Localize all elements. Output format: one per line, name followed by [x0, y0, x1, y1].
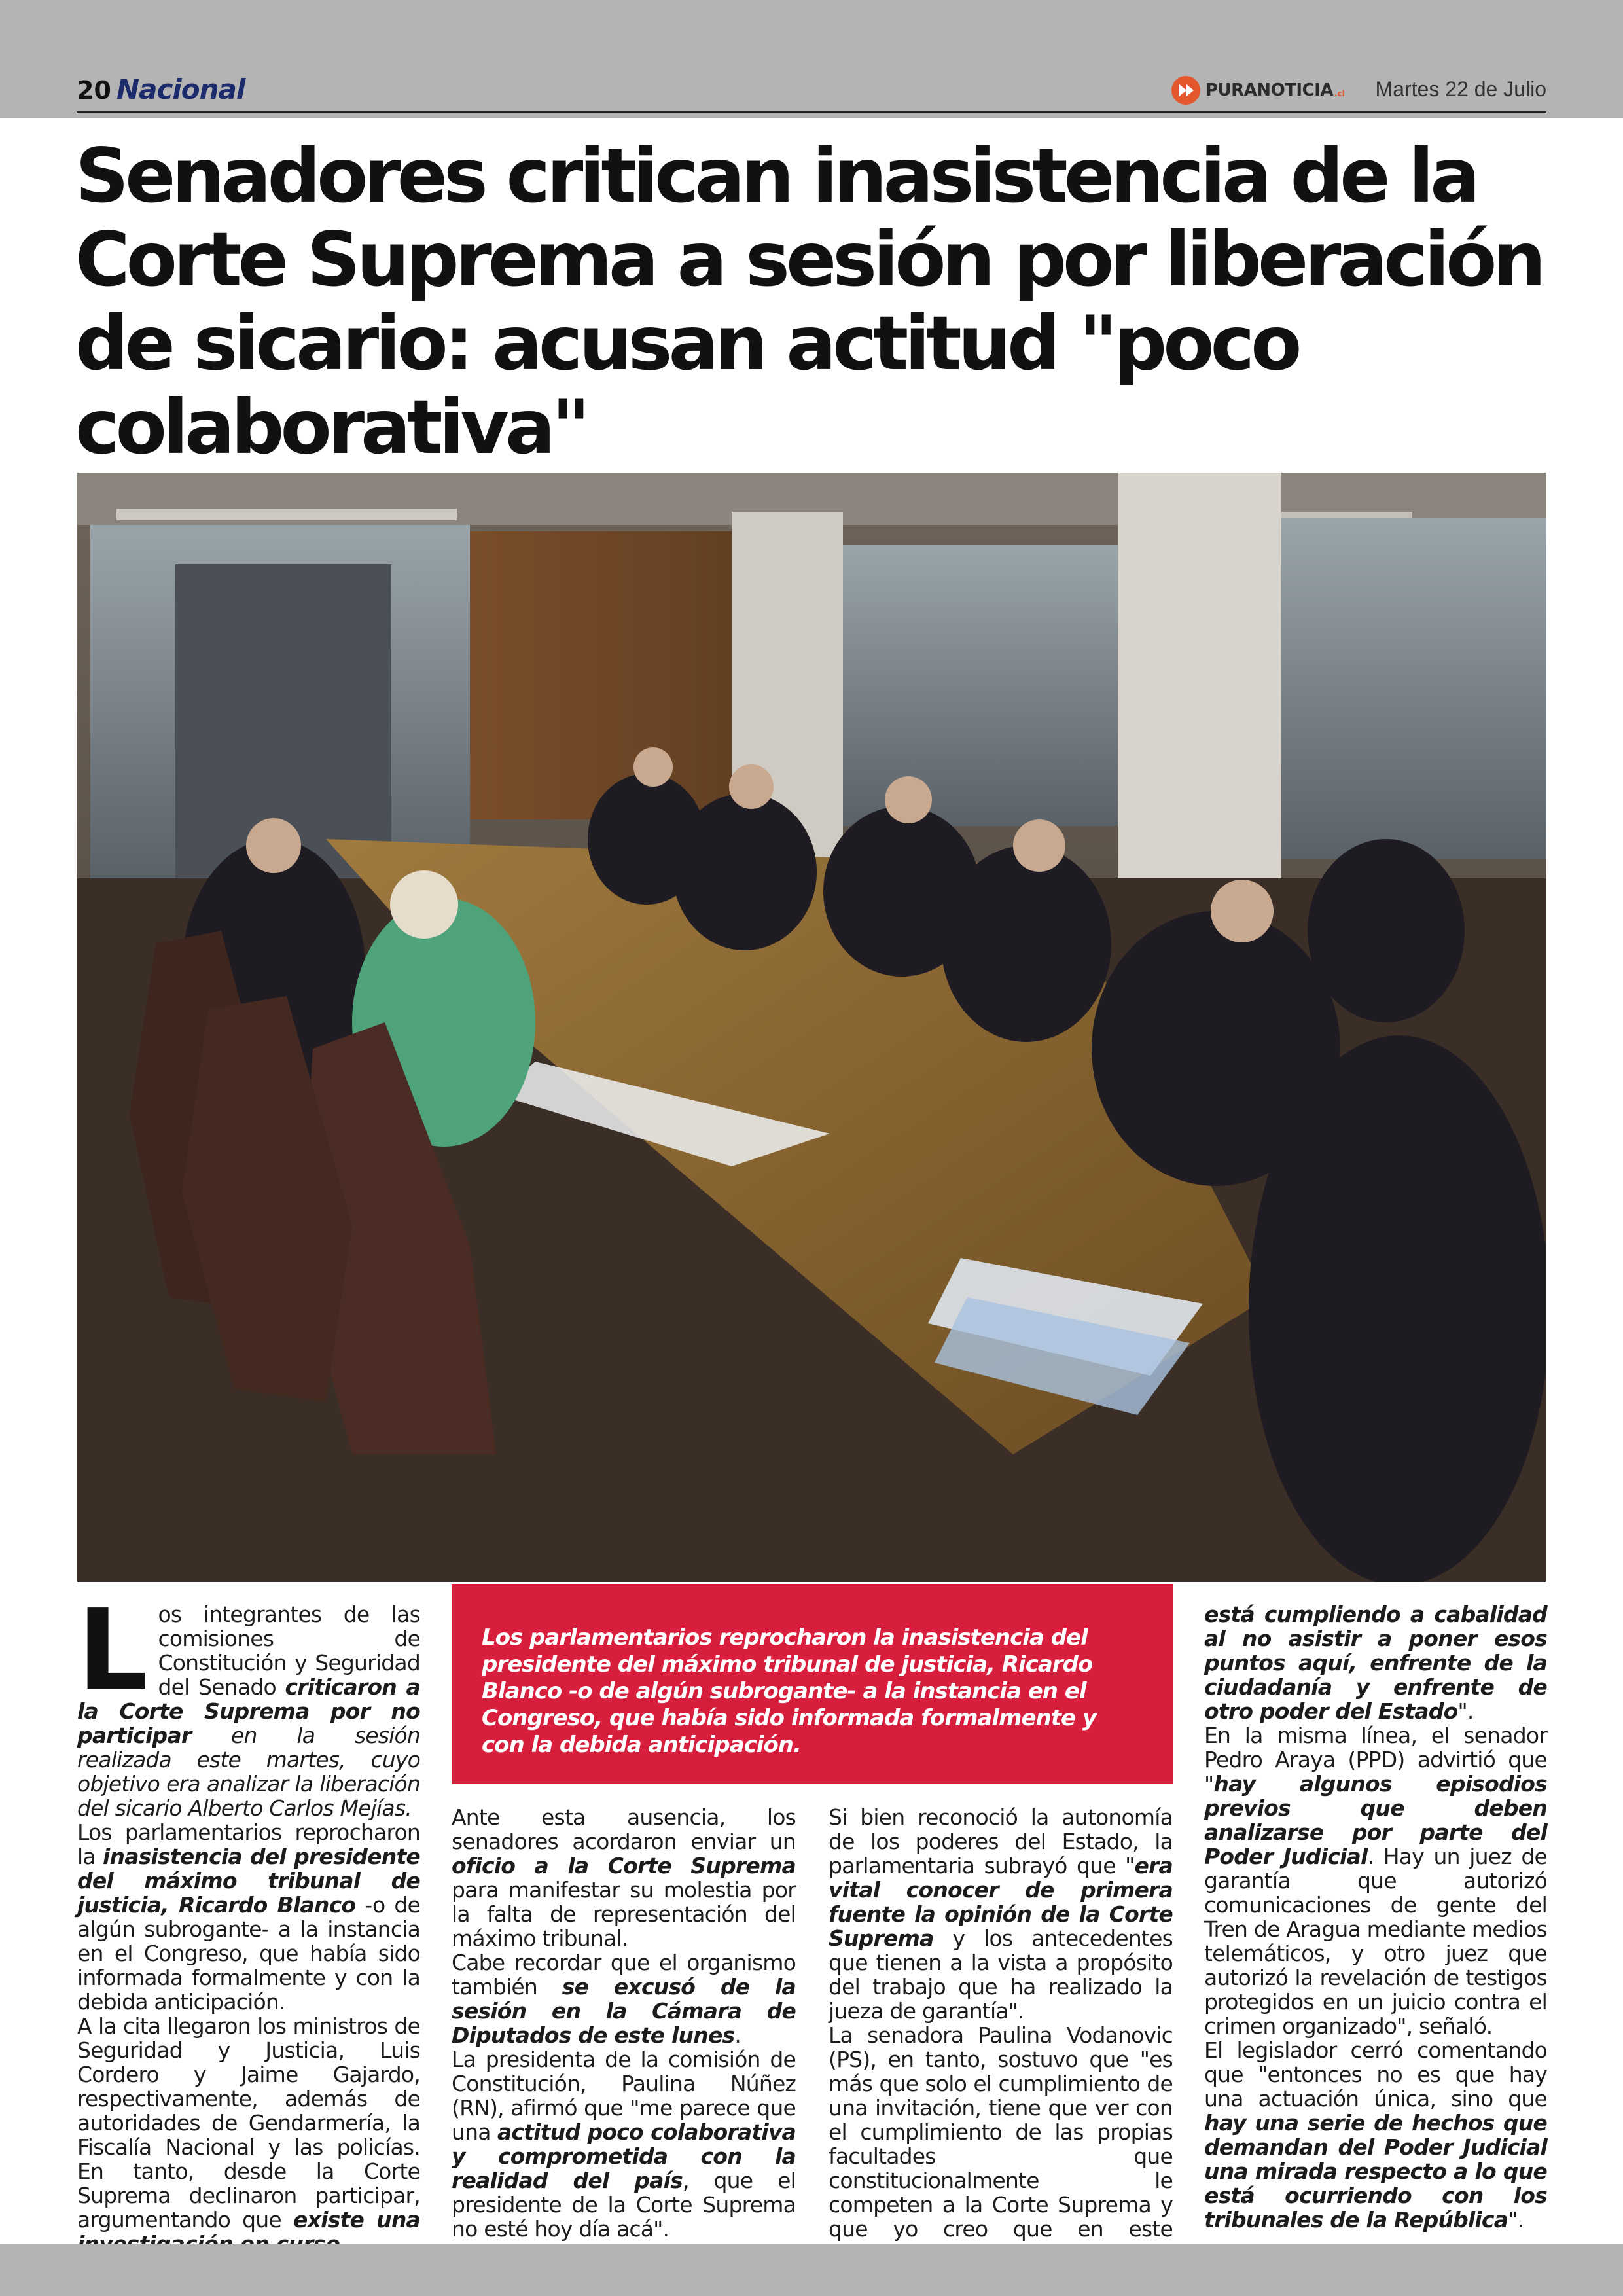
bold-run: era vital conocer de primera fuente la opinión de la Corte Suprema [829, 1853, 1173, 1951]
header-rule [77, 111, 1546, 113]
play-arrows-icon [1171, 76, 1200, 105]
article-headline: Senadores critican inasistencia de la Corte Suprema a sesión por liberación de sicario: acusan actitud "poco colaborativa" [75, 132, 1543, 471]
text-run: ". [1457, 1698, 1474, 1724]
bold-run: actitud poco colaborativa y comprometida con la realidad del país [452, 2119, 796, 2193]
puranoticia-logo [1171, 76, 1345, 105]
pullquote-box [452, 1584, 1173, 1784]
bold-run: se excusó de la sesión en la Cámara de Diputados de este lunes [452, 1974, 796, 2048]
text-run: El legislador cerró comentando que "entonces no es que hay una actuación única, sino que [1204, 2037, 1547, 2111]
logo-suffix: .cl [1334, 89, 1345, 98]
text-run: para manifestar su molestia por la falta de representación del máximo tribunal. [452, 1877, 796, 1951]
article-column-2 [452, 1805, 796, 2241]
bold-run: está cumpliendo a cabalidad al no asistir a poner esos puntos aquí, enfrente de la ciudadanía y enfrente de otro poder del Estado [1204, 1602, 1547, 1724]
text-run: Los parlamentarios reprocharon la [77, 1820, 420, 1869]
paragraph [77, 1820, 420, 2014]
text-run: La presidenta de la comisión de Constitución, Paulina Núñez (RN), afirmó que "me parece que una [452, 2047, 796, 2145]
text-run: os integrantes de las comisiones de Constitución y Seguridad del Senado [158, 1602, 420, 1700]
paragraph [829, 1805, 1173, 2023]
text-run: La senadora Paulina Vodanovic (PS), en tanto, sostuvo que "es más que solo el cumplimiento de una invitación, tiene que ver con el cumplimiento de las propias facultades que constitucionalmente le competen a la Corte Suprema y que yo creo que en este [829, 2022, 1173, 2242]
bold-run: hay algunos episodios previos que deben analizarse por parte del Poder Judicial [1204, 1771, 1547, 1869]
text-run: En la misma línea, el senador Pedro Araya (PPD) advirtió que " [1204, 1723, 1547, 1797]
text-run: y los antecedentes que tienen a la vista a propósito del trabajo que ha realizado la jueza de garantía". [829, 1926, 1173, 2024]
logo-text: PURANOTICIA [1205, 81, 1333, 100]
issue-date: Martes 22 de Julio [1375, 77, 1546, 101]
paragraph [452, 1950, 796, 2047]
bold-run: criticaron a la Corte Suprema por no participar [77, 1674, 420, 1748]
text-run: A la cita llegaron los ministros de Seguridad y Justicia, Luis Cordero y Jaime Gajardo, respectivamente, además de autoridades de Gendarmería, la Fiscalía Nacional y las policías. En tanto, desde la Corte Suprema declinaron participar, argumentando que [77, 2013, 420, 2233]
text-run: ". [1508, 2207, 1524, 2233]
bold-run: hay una serie de hechos que demandan del Poder Judicial una mirada respecto a lo que está ocurriendo con los tribunales de la República [1204, 2110, 1547, 2233]
bold-run: oficio a la Corte Suprema [452, 1853, 796, 1878]
article-column-3 [829, 1805, 1173, 2265]
drop-cap: L [77, 1586, 148, 1715]
article-column-4 [1204, 1602, 1547, 2232]
bold-run: inasistencia del presidente del máximo tribunal de justicia, Ricardo Blanco [77, 1844, 421, 1918]
text-run: . [734, 2022, 741, 2048]
photo-illustration [77, 473, 1546, 1582]
bottom-gray-band [0, 2244, 1623, 2296]
paragraph [77, 2014, 420, 2256]
senate-session-photo [77, 473, 1546, 1582]
text-run: , que el presidente de la Corte Suprema no esté hoy día acá". [452, 2168, 796, 2242]
page-number: 20 [77, 76, 111, 105]
text-run: . Hay un juez de garantía que autorizó comunicaciones de gente del Tren de Aragua mediante medios telemáticos, y otro juez que autorizó la revelación de testigos protegidos en un juicio contra el crimen organizado", señaló. [1204, 1844, 1547, 2039]
pullquote-text: Los parlamentarios reprocharon la inasistencia del presidente del máximo tribunal de justicia, Ricardo Blanco -o de algún subrogante- a la instancia en el Congreso, que había sido informada formalmente y con la debida anticipación. [482, 1624, 1097, 1758]
text-run: Cabe recordar que el organismo también [452, 1950, 796, 2000]
section-name: Nacional [116, 73, 245, 105]
paragraph [452, 2047, 796, 2241]
text-run: Si bien reconoció la autonomía de los poderes del Estado, la parlamentaria subrayó que " [829, 1804, 1173, 1878]
text-run: -o de algún subrogante- a la instancia en el Congreso, que había sido informada formalmente y con la debida anticipación. [77, 1892, 420, 2015]
paragraph [1204, 1723, 1547, 2038]
text-run: Ante esta ausencia, los senadores acordaron enviar un [452, 1804, 796, 1854]
paragraph [1204, 2038, 1547, 2232]
article-column-1 [77, 1586, 421, 2256]
paragraph [829, 2023, 1173, 2265]
paragraph [1204, 1602, 1547, 1723]
bold-run: existe una [293, 2207, 420, 2233]
paragraph [452, 1805, 796, 1950]
text-run: en la sesión realizada este martes, cuyo objetivo era analizar la liberación del sicario Alberto Carlos Mejías. [77, 1723, 420, 1821]
